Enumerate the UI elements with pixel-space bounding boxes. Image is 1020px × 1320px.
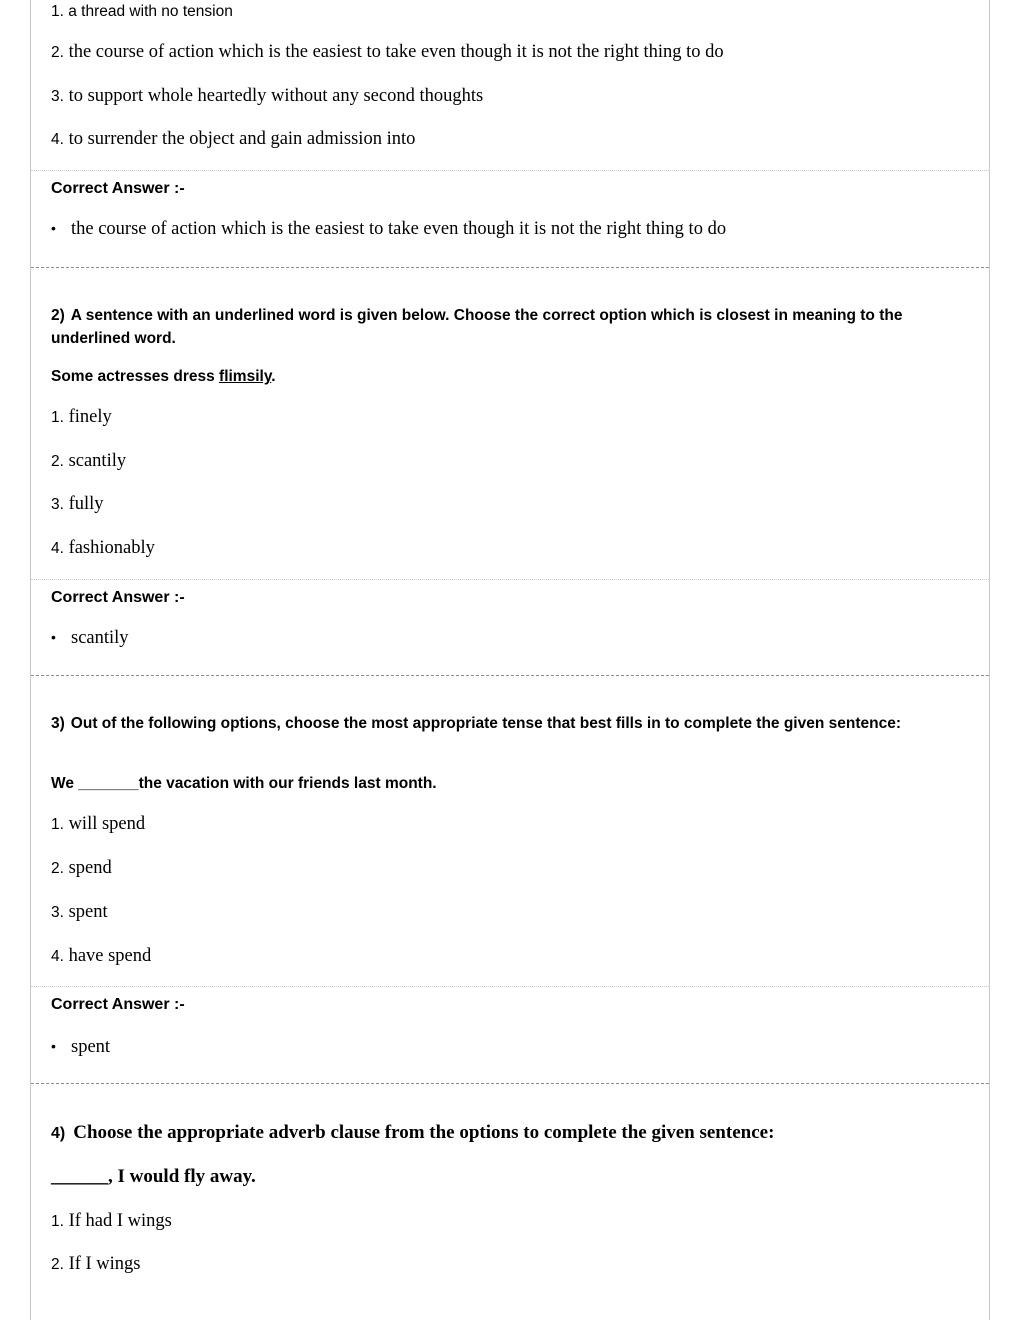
q3-option-4: 4. have spend — [51, 946, 152, 966]
q2-option-3: 3. fully — [51, 494, 104, 514]
bullet-icon: • — [51, 629, 56, 645]
underlined-word: flimsily — [219, 368, 272, 385]
page-frame — [30, 0, 990, 1320]
q2-correct-answer-label: Correct Answer :- — [51, 589, 185, 606]
q1-correct-answer: • the course of action which is the easiest to take even though it is not the right thing to do — [51, 219, 727, 239]
q3-option-3: 3. spent — [51, 902, 108, 922]
q1-option-3: 3. to support whole heartedly without any second thoughts — [51, 86, 484, 106]
q4-question-text: 4) Choose the appropriate adverb clause from the options to complete the given sentence: — [51, 1122, 775, 1143]
bullet-icon: • — [51, 1038, 56, 1054]
divider — [31, 579, 989, 580]
q2-sentence: Some actresses dress flimsily. — [51, 368, 276, 385]
q3-option-2: 2. spend — [51, 858, 112, 878]
q1-option-4: 4. to surrender the object and gain admission into — [51, 129, 416, 149]
bullet-icon: • — [51, 220, 56, 236]
q1-option-2: 2. the course of action which is the easiest to take even though it is not the right thing to do — [51, 42, 724, 62]
divider — [31, 170, 989, 171]
question-separator — [31, 1083, 989, 1084]
q2-option-4: 4. fashionably — [51, 538, 155, 558]
q2-correct-answer: • scantily — [51, 628, 129, 648]
q1-correct-answer-label: Correct Answer :- — [51, 180, 185, 197]
q3-option-1: 1. will spend — [51, 814, 146, 834]
q3-question-text: 3) Out of the following options, choose the most appropriate tense that best fills in to complete the given sentence: — [51, 715, 901, 732]
q2-option-1: 1. finely — [51, 407, 112, 427]
q2-question-text: 2) A sentence with an underlined word is given below. Choose the correct option which is closest in meaning to the underlined word. — [51, 307, 903, 347]
question-separator — [31, 267, 989, 268]
q3-sentence: We _______the vacation with our friends last month. — [51, 775, 437, 792]
q1-option-1: 1. a thread with no tension — [51, 3, 233, 20]
q4-option-2: 2. If I wings — [51, 1254, 141, 1274]
q2-option-2: 2. scantily — [51, 451, 127, 471]
divider — [31, 986, 989, 987]
q3-correct-answer: • spent — [51, 1037, 111, 1057]
question-separator — [31, 675, 989, 676]
q3-correct-answer-label: Correct Answer :- — [51, 996, 185, 1013]
q4-sentence: ______, I would fly away. — [51, 1166, 256, 1187]
q4-option-1: 1. If had I wings — [51, 1211, 172, 1231]
